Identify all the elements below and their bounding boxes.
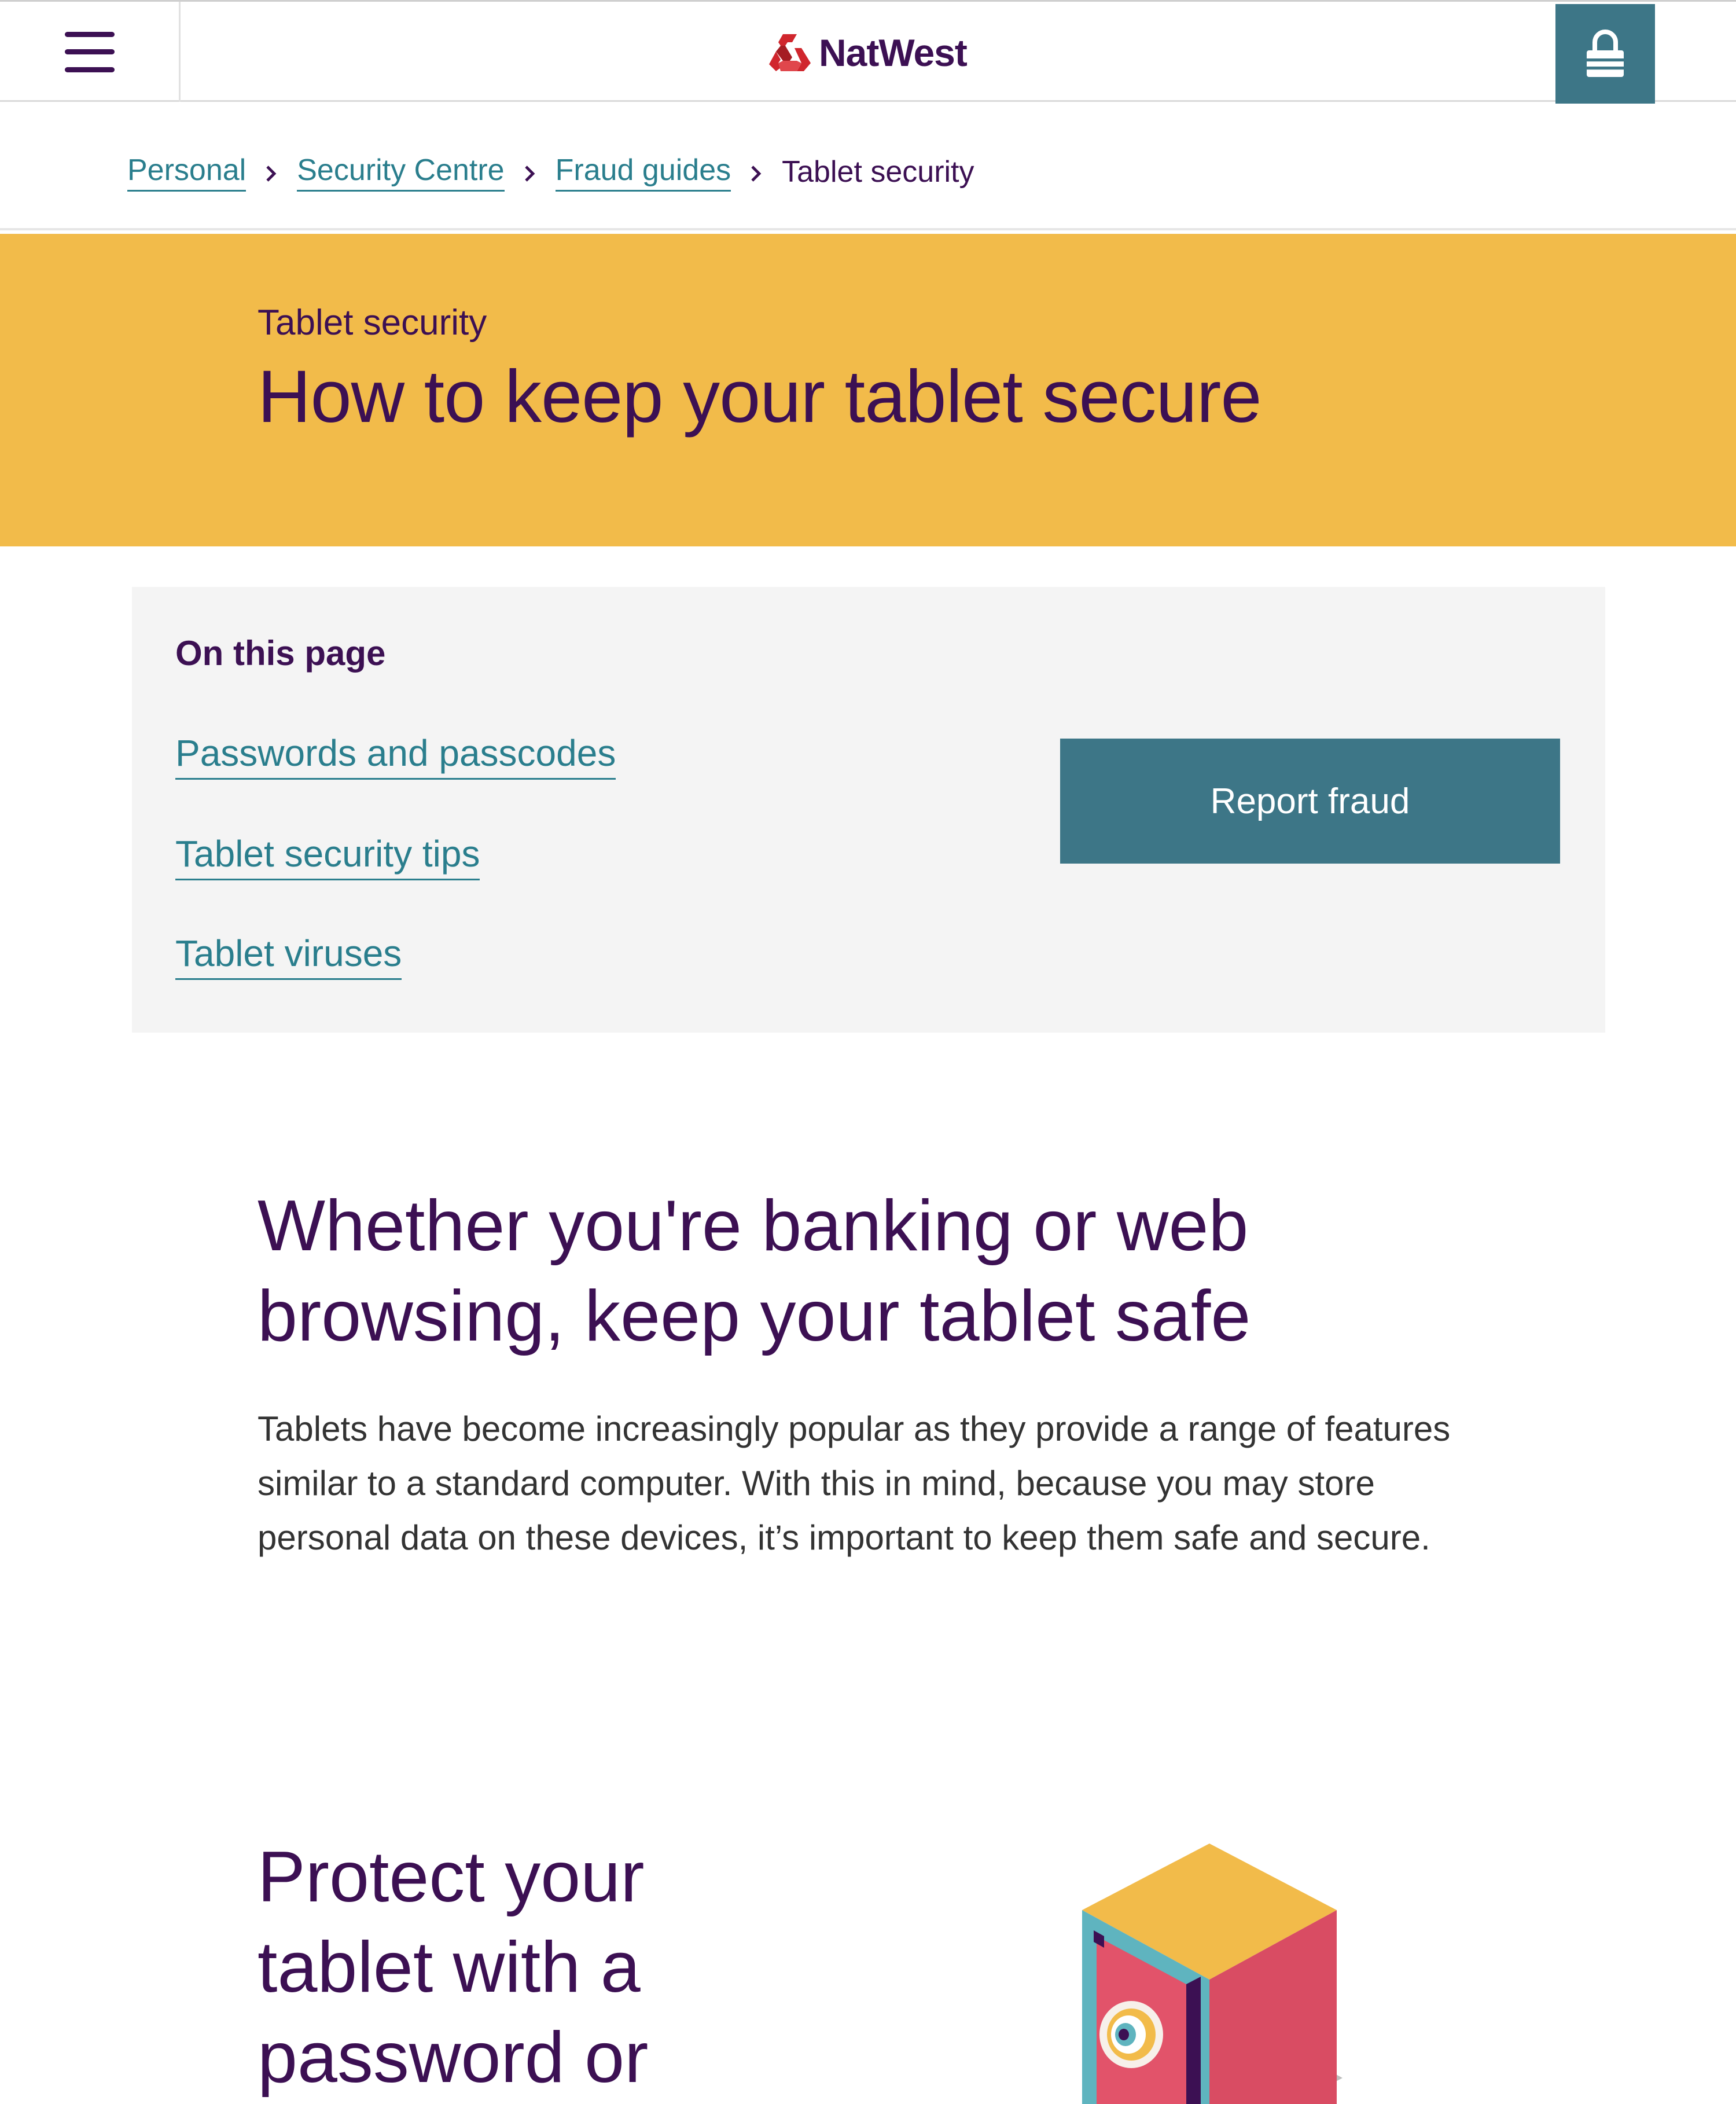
intro-heading-line2: browsing, keep your tablet safe <box>258 1276 1251 1356</box>
chevron-right-icon <box>246 155 297 189</box>
breadcrumb-link-fraud-guides[interactable]: Fraud guides <box>556 153 731 192</box>
hero-banner <box>0 234 1736 546</box>
report-fraud-button[interactable]: Report fraud <box>1060 739 1560 864</box>
padlock-icon <box>1586 30 1625 78</box>
login-button[interactable] <box>1555 4 1655 104</box>
intro-heading <box>258 1181 1588 1361</box>
hero-eyebrow: Tablet security <box>258 303 487 343</box>
on-this-page-panel <box>132 587 1605 1033</box>
hamburger-menu-icon <box>65 32 115 72</box>
breadcrumb <box>127 152 974 192</box>
breadcrumb-link-personal[interactable]: Personal <box>127 153 246 192</box>
natwest-cubes-icon <box>767 32 813 74</box>
breadcrumb-current: Tablet security <box>782 155 974 189</box>
page-title: How to keep your tablet secure <box>258 355 1261 438</box>
natwest-logo[interactable] <box>767 30 967 76</box>
on-this-page-heading: On this page <box>175 634 386 673</box>
site-header <box>0 0 1736 102</box>
chevron-right-icon <box>505 155 556 189</box>
protect-heading-line3: password or <box>258 2018 649 2098</box>
anchor-link-viruses[interactable]: Tablet viruses <box>175 932 402 980</box>
anchor-link-passwords[interactable]: Passwords and passcodes <box>175 732 616 780</box>
protect-heading-line1: Protect your <box>258 1837 645 1917</box>
anchor-link-security-tips[interactable]: Tablet security tips <box>175 832 480 880</box>
protect-heading-line2: tablet with a <box>258 1927 641 2007</box>
safe-illustration-icon <box>1071 1835 1348 2104</box>
brand-name: NatWest <box>819 31 967 74</box>
intro-heading-line1: Whether you're banking or web <box>258 1186 1249 1266</box>
menu-button[interactable] <box>0 2 181 102</box>
chevron-right-icon <box>731 155 782 189</box>
breadcrumb-link-security-centre[interactable]: Security Centre <box>297 153 504 192</box>
protect-heading <box>258 1832 755 2103</box>
intro-paragraph: Tablets have become increasingly popular as they provide a range of features similar to a standard computer. With this in mind, because you may store personal data on these devices, it’s important to keep them safe and secure. <box>258 1409 1451 1557</box>
breadcrumb-divider <box>0 228 1736 230</box>
